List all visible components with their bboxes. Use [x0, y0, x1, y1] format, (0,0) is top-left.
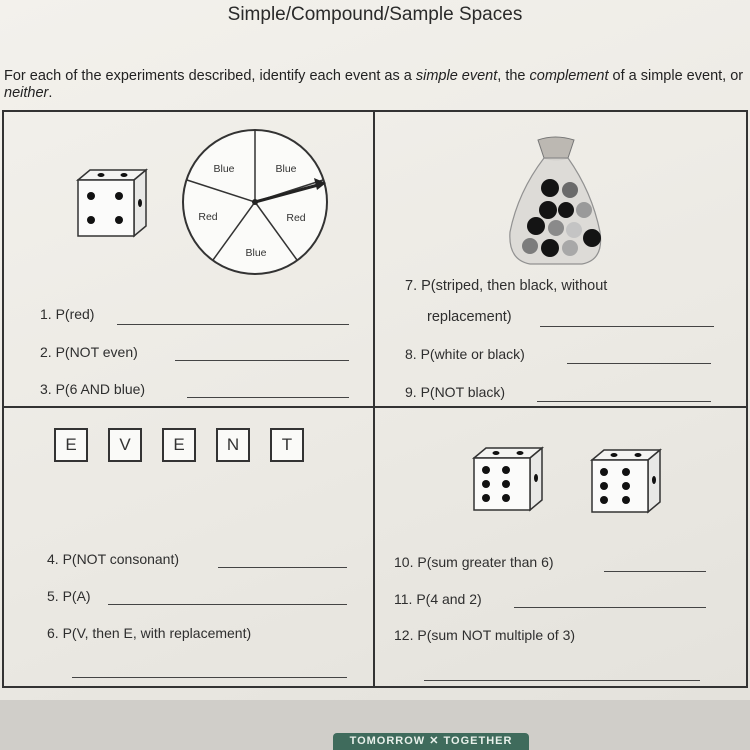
- question-9: 9. P(NOT black): [405, 384, 506, 400]
- question-5: 5. P(A): [47, 588, 91, 604]
- die-icon: [588, 448, 664, 516]
- answer-line-6[interactable]: [72, 677, 347, 678]
- answer-line-12[interactable]: [424, 680, 700, 681]
- question-6: 6. P(V, then E, with replacement): [47, 625, 252, 641]
- question-7-cont: replacement): [427, 309, 512, 325]
- instructions: For each of the experiments described, identify each event as a simple event, the complement of a simple event, or neither.: [4, 68, 744, 101]
- question-11: 11. P(4 and 2): [394, 591, 482, 607]
- answer-line-5[interactable]: [108, 604, 347, 605]
- question-1: 1. P(red): [40, 306, 95, 322]
- letter-card: T: [270, 428, 304, 462]
- answer-line-2[interactable]: [175, 360, 349, 361]
- die-icon: [470, 446, 546, 514]
- answer-line-7[interactable]: [540, 326, 714, 327]
- question-3: 3. P(6 AND blue): [40, 381, 146, 397]
- answer-line-3[interactable]: [187, 397, 349, 398]
- answer-line-11[interactable]: [514, 607, 706, 608]
- spinner-label: Blue: [275, 163, 297, 175]
- letter-card: V: [108, 428, 142, 462]
- die-icon: [74, 168, 150, 240]
- answer-line-8[interactable]: [567, 363, 711, 364]
- page-title: Simple/Compound/Sample Spaces: [227, 4, 523, 25]
- grid-horizontal-divider: [2, 406, 748, 408]
- question-2: 2. P(NOT even): [40, 344, 138, 360]
- grid-vertical-divider: [373, 110, 375, 688]
- spinner-label: Red: [198, 211, 218, 223]
- brand-logo: TOMORROW ✕ TOGETHER: [333, 733, 529, 750]
- answer-line-10[interactable]: [604, 571, 706, 572]
- question-7: 7. P(striped, then black, without: [405, 278, 608, 294]
- question-10: 10. P(sum greater than 6): [394, 554, 554, 570]
- question-8: 8. P(white or black): [405, 346, 525, 362]
- spinner-label: Red: [286, 212, 306, 224]
- spinner: [180, 128, 330, 276]
- answer-line-4[interactable]: [218, 567, 347, 568]
- question-12: 12. P(sum NOT multiple of 3): [394, 627, 576, 643]
- spinner-label: Blue: [213, 163, 235, 175]
- answer-line-9[interactable]: [537, 401, 711, 402]
- letter-card: E: [162, 428, 196, 462]
- answer-line-1[interactable]: [117, 324, 349, 325]
- letter-card: N: [216, 428, 250, 462]
- letter-card: E: [54, 428, 88, 462]
- marble-bag-icon: [500, 132, 610, 272]
- question-4: 4. P(NOT consonant): [47, 551, 180, 567]
- spinner-label: Blue: [245, 247, 267, 259]
